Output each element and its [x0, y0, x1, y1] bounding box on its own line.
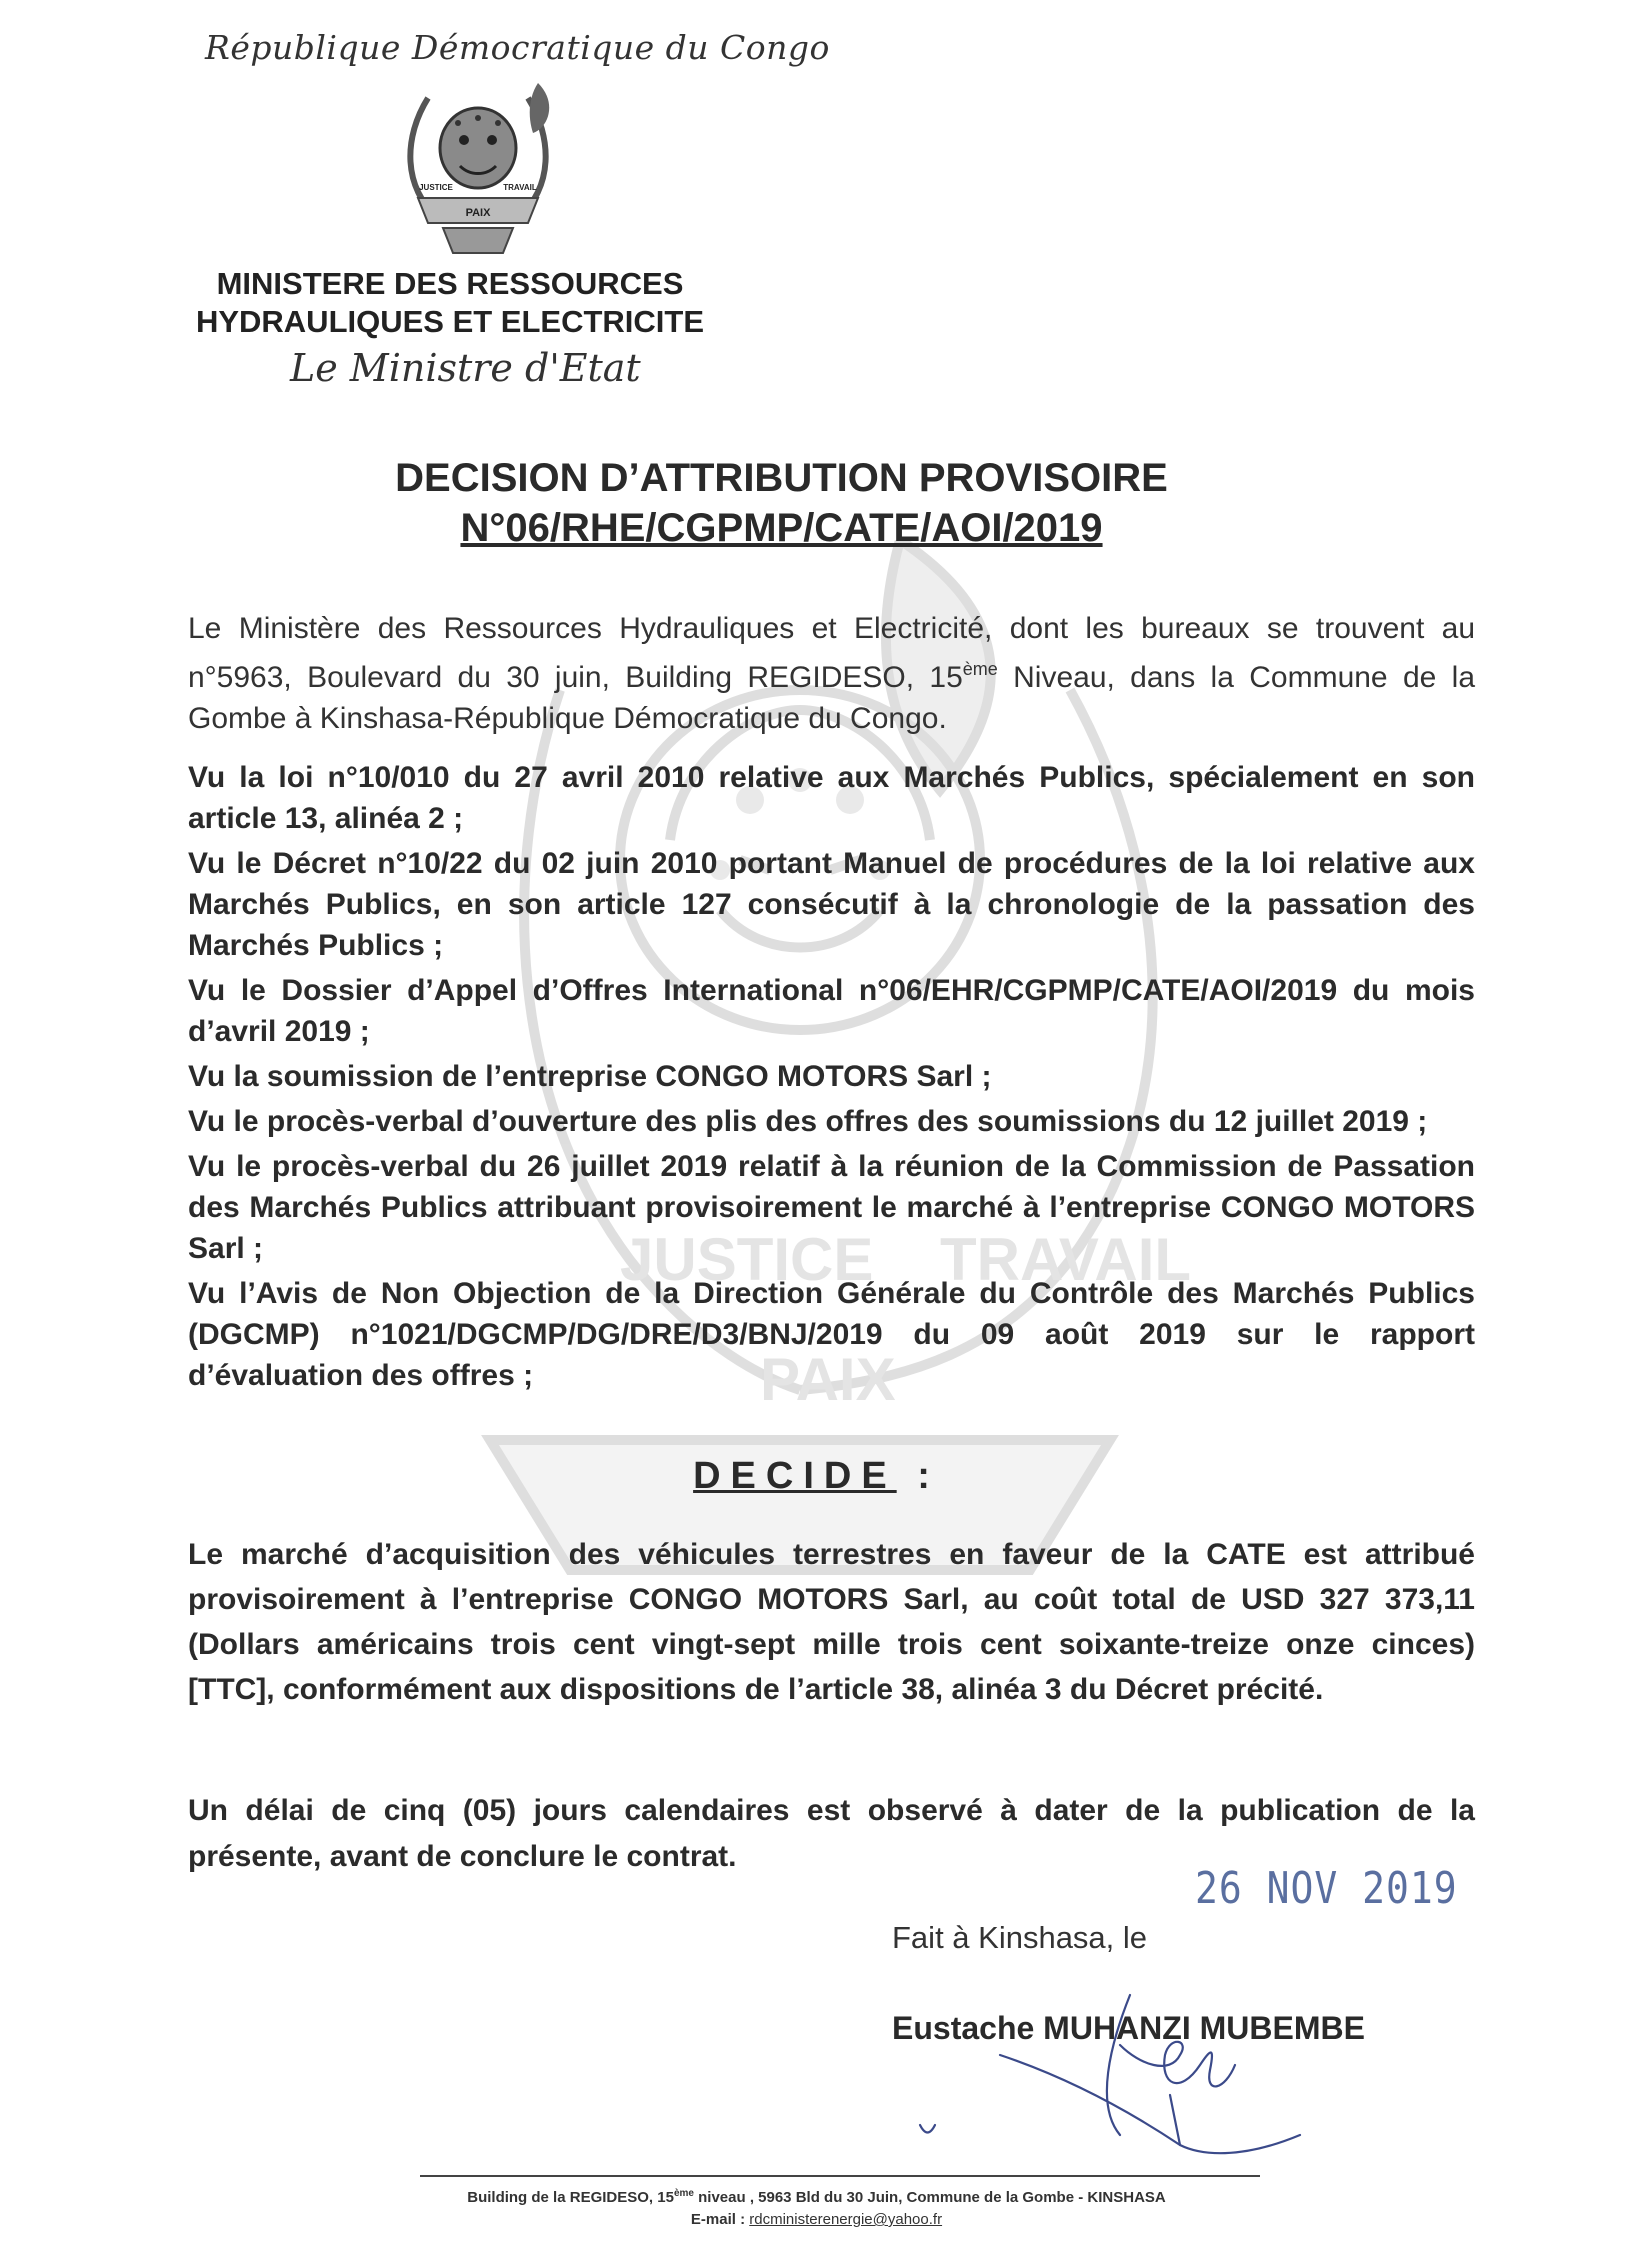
decision-reference-number: N°06/RHE/CGPMP/CATE/AOI/2019	[460, 506, 1103, 550]
date-stamp: 26 NOV 2019	[1195, 1862, 1458, 1914]
footer-address	[0, 2183, 1633, 2209]
ministry-line-1: MINISTERE DES RESSOURCES	[216, 266, 684, 301]
decide-heading	[0, 1455, 1633, 1498]
footer-email-line	[0, 2209, 1633, 2231]
intro-paragraph	[188, 608, 1475, 739]
consideration-item: Vu le procès-verbal du 26 juillet 2019 relatif à la réunion de la Commission de Passation des Marchés Publics attribuant provisoirement le marché à l’entreprise CONGO MOTORS Sarl ;	[188, 1150, 1475, 1265]
footer-divider	[420, 2175, 1260, 2177]
delay-paragraph: Un délai de cinq (05) jours calendaires est observé à dater de la publication de la présente, avant de conclure le contrat.	[188, 1794, 1475, 1873]
decision-title	[0, 453, 1633, 553]
decide-colon: :	[896, 1455, 940, 1497]
national-emblem-icon	[388, 78, 568, 258]
watermark-word-center: PAIX	[760, 1346, 896, 1413]
consideration-item: Vu la soumission de l’entreprise CONGO MOTORS Sarl ;	[188, 1060, 992, 1093]
intro-superscript: ème	[962, 659, 998, 679]
decision-title-line-1: DECISION D’ATTRIBUTION PROVISOIRE	[395, 456, 1168, 500]
ministry-name	[150, 265, 750, 341]
consideration-item: Vu le Décret n°10/22 du 02 juin 2010 portant Manuel de procédures de la loi relative aux Marchés Publics, en son article 127 consécutif à la chronologie de la passation des Marchés Publics ;	[188, 847, 1475, 962]
footer	[0, 2183, 1633, 2231]
emblem-word-left: JUSTICE	[419, 183, 453, 192]
watermark-word-right: TRAVAIL	[940, 1226, 1192, 1293]
place-date-line: Fait à Kinshasa, le	[892, 1920, 1148, 1955]
handwritten-signature	[880, 1985, 1320, 2175]
consideration-item: Vu la loi n°10/010 du 27 avril 2010 relative aux Marchés Publics, spécialement en son article 13, alinéa 2 ;	[188, 761, 1475, 835]
republic-header: République Démocratique du Congo	[205, 28, 830, 67]
footer-email-link[interactable]: rdcministerenergie@yahoo.fr	[749, 2211, 943, 2228]
consideration-item: Vu le procès-verbal d’ouverture des plis des offres des soumissions du 12 juillet 2019 ;	[188, 1105, 1428, 1138]
footer-address-2: niveau , 5963 Bld du 30 Juin, Commune de la Gombe - KINSHASA	[693, 2189, 1166, 2206]
footer-email-label: E-mail :	[690, 2211, 750, 2228]
watermark-word-left: JUSTICE	[620, 1226, 874, 1293]
intro-text-1: Le Ministère des Ressources Hydrauliques et Electricité, dont les bureaux se trouvent au n°5963, Boulevard du 30 juin, Building REGIDESO, 15	[188, 612, 1475, 694]
consideration-item: Vu le Dossier d’Appel d’Offres International n°06/EHR/CGPMP/CATE/AOI/2019 du mois d’avril 2019 ;	[188, 974, 1475, 1048]
ministry-line-2: HYDRAULIQUES ET ELECTRICITE	[195, 304, 705, 339]
decision-paragraph: Le marché d’acquisition des véhicules terrestres en faveur de la CATE est attribué provisoirement à l’entreprise CONGO MOTORS Sarl, au coût total de USD 327 373,11 (Dollars américains trois cent vingt-sept mille trois cent soixante-treize onze cinces) [TTC], conformément aux dispositions de l’article 38, alinéa 3 du Décret précité.	[188, 1538, 1475, 1706]
minister-title: Le Ministre d'Etat	[290, 346, 641, 390]
decide-word: DECIDE	[693, 1455, 897, 1497]
emblem-word-right: TRAVAIL	[503, 183, 537, 192]
footer-address-sup: ème	[673, 2188, 694, 2199]
signatory-name: Eustache MUHANZI MUBEMBE	[892, 2010, 1365, 2046]
footer-address-1: Building de la REGIDESO, 15	[467, 2189, 674, 2206]
document-body	[188, 608, 1475, 1400]
consideration-item: Vu l’Avis de Non Objection de la Direction Générale du Contrôle des Marchés Publics (DGCMP) n°1021/DGCMP/DG/DRE/D3/BNJ/2019 du 09 août 2019 sur le rapport d’évaluation des offres ;	[188, 1277, 1475, 1392]
intro-text-2: Niveau, dans la Commune de la Gombe à Kinshasa-République Démocratique du Congo.	[188, 661, 1476, 735]
emblem-word-center: PAIX	[465, 207, 491, 219]
